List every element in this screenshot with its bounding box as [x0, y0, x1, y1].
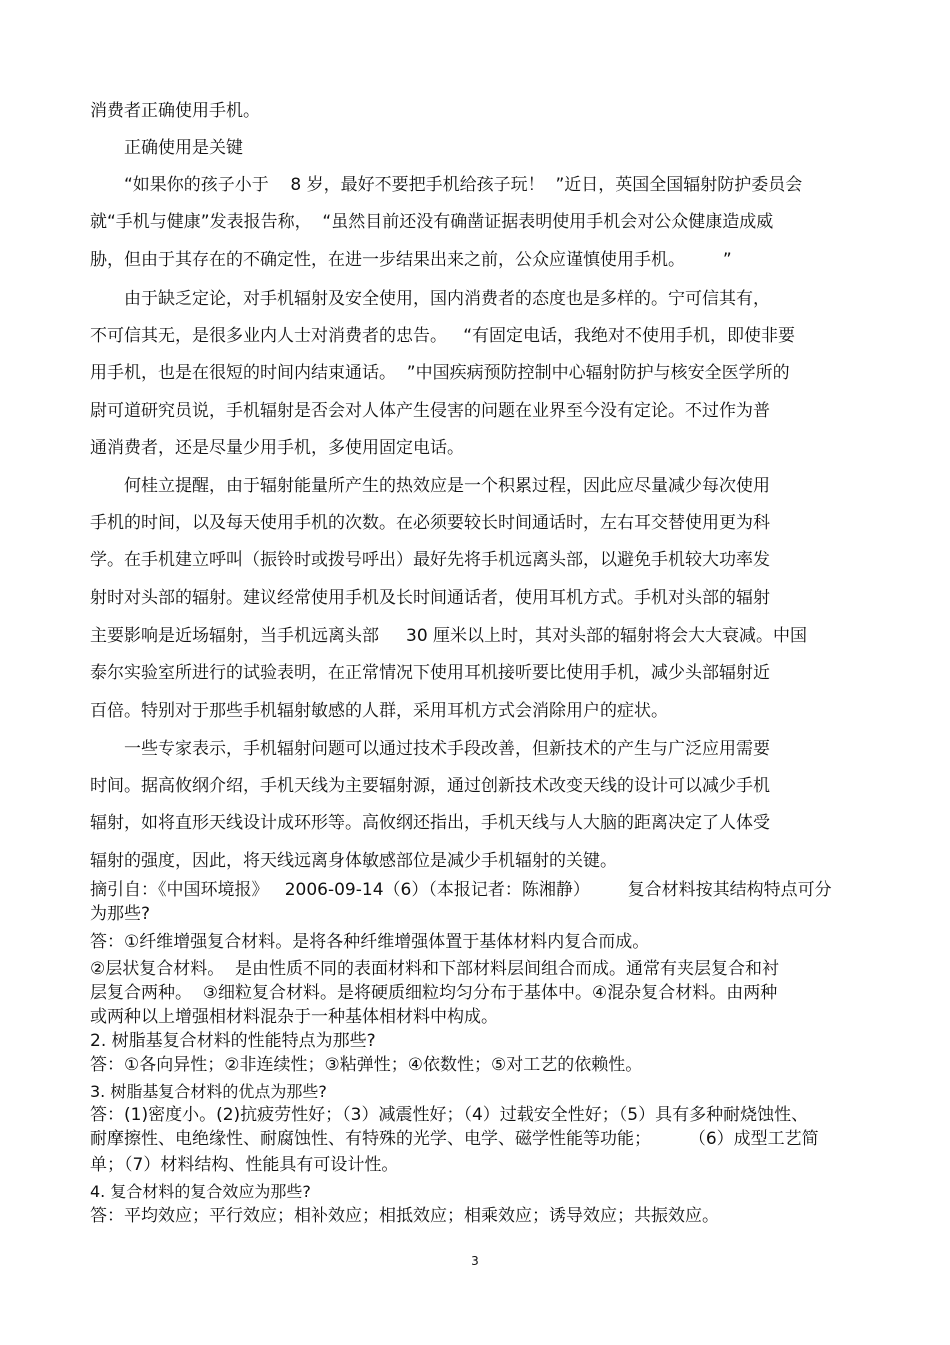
paragraph-line: 不可信其无，是很多业内人士对消费者的忠告。 “有固定电话，我绝对不使用手机，即使非要 [90, 326, 796, 346]
answer-line: ②层状复合材料。 是由性质不同的表面材料和下部材料层间组合而成。通常有夹层复合和衬 [90, 959, 780, 979]
paragraph-line: 尉可道研究员说，手机辐射是否会对人体产生侵害的问题在业界至今没有定论。不过作为普 [90, 401, 770, 421]
paragraph-line: 消费者正确使用手机。 [90, 101, 260, 121]
paragraph-line: 就“手机与健康”发表报告称， “虽然目前还没有确凿证据表明使用手机会对公众健康造成威 [90, 212, 774, 232]
paragraph-line: 主要影响是近场辐射，当手机远离头部 30 厘米以上时，其对头部的辐射将会大大衰减。中国 [90, 626, 808, 646]
paragraph-line: 通消费者，还是尽量少用手机，多使用固定电话。 [90, 438, 464, 458]
question-line: 为那些? [90, 904, 151, 924]
answer-line: 层复合两种。 ③细粒复合材料。是将硬质细粒均匀分布于基体中。④混杂复合材料。由两种 [90, 983, 778, 1003]
paragraph-line: 辐射，如将直形天线设计成环形等。高攸纲还指出，手机天线与人大脑的距离决定了人体受 [90, 813, 770, 833]
paragraph-line: 何桂立提醒，由于辐射能量所产生的热效应是一个积累过程，因此应尽量减少每次使用 [124, 476, 770, 496]
answer-line: 耐摩擦性、电绝缘性、耐腐蚀性、有特殊的光学、电学、磁学性能等功能； （6）成型工艺简 [90, 1129, 819, 1149]
paragraph-line: 射时对头部的辐射。建议经常使用手机及长时间通话者，使用耳机方式。手机对头部的辐射 [90, 588, 770, 608]
paragraph-line: 一些专家表示，手机辐射问题可以通过技术手段改善，但新技术的产生与广泛应用需要 [124, 739, 770, 759]
paragraph-line: 手机的时间，以及每天使用手机的次数。在必须要较长时间通话时，左右耳交替使用更为科 [90, 513, 770, 533]
answer-line: 答：①各向异性；②非连续性；③粘弹性；④依数性；⑤对工艺的依赖性。 [90, 1055, 643, 1075]
paragraph-line: 学。在手机建立呼叫（振铃时或拨号呼出）最好先将手机远离头部，以避免手机较大功率发 [90, 550, 770, 570]
paragraph-line: 百倍。特别对于那些手机辐射敏感的人群，采用耳机方式会消除用户的症状。 [90, 701, 668, 721]
answer-line: 答：平均效应；平行效应；相补效应；相抵效应；相乘效应；诱导效应；共振效应。 [90, 1206, 719, 1226]
section-heading: 正确使用是关键 [124, 138, 243, 158]
paragraph-line: 辐射的强度，因此，将天线远离身体敏感部位是减少手机辐射的关键。 [90, 851, 617, 871]
answer-line: 单；（7）材料结构、性能具有可设计性。 [90, 1155, 399, 1175]
page-number: 3 [471, 1254, 479, 1268]
question-line: 2. 树脂基复合材料的性能特点为那些? [90, 1031, 376, 1051]
question-line: 3. 树脂基复合材料的优点为那些? [90, 1082, 327, 1101]
paragraph-line: 时间。据高攸纲介绍，手机天线为主要辐射源，通过创新技术改变天线的设计可以减少手机 [90, 776, 770, 796]
paragraph-line: “如果你的孩子小于 8 岁，最好不要把手机给孩子玩！ ”近日，英国全国辐射防护委员会 [124, 175, 803, 195]
paragraph-line: 用手机，也是在很短的时间内结束通话。 ”中国疾病预防控制中心辐射防护与核安全医学所的 [90, 363, 790, 383]
answer-line: 或两种以上增强相材料混杂于一种基体相材料中构成。 [90, 1007, 498, 1027]
source-citation-line: 摘引自：《中国环境报》 2006-09-14（6）（本报记者：陈湘静） 复合材料按其结构特点可分 [90, 880, 832, 900]
paragraph-line: 泰尔实验室所进行的试验表明，在正常情况下使用耳机接听要比使用手机，减少头部辐射近 [90, 663, 770, 683]
answer-line: 答：(1)密度小。(2)抗疲劳性好；（3）减震性好；（4）过载安全性好；（5）具有多种耐烧蚀性、 [90, 1105, 809, 1125]
question-line: 4. 复合材料的复合效应为那些? [90, 1182, 311, 1201]
answer-line: 答：①纤维增强复合材料。是将各种纤维增强体置于基体材料内复合而成。 [90, 932, 650, 952]
paragraph-line: 胁，但由于其存在的不确定性，在进一步结果出来之前，公众应谨慎使用手机。 ” [90, 250, 732, 270]
paragraph-line: 由于缺乏定论，对手机辐射及安全使用，国内消费者的态度也是多样的。宁可信其有， [124, 289, 770, 309]
